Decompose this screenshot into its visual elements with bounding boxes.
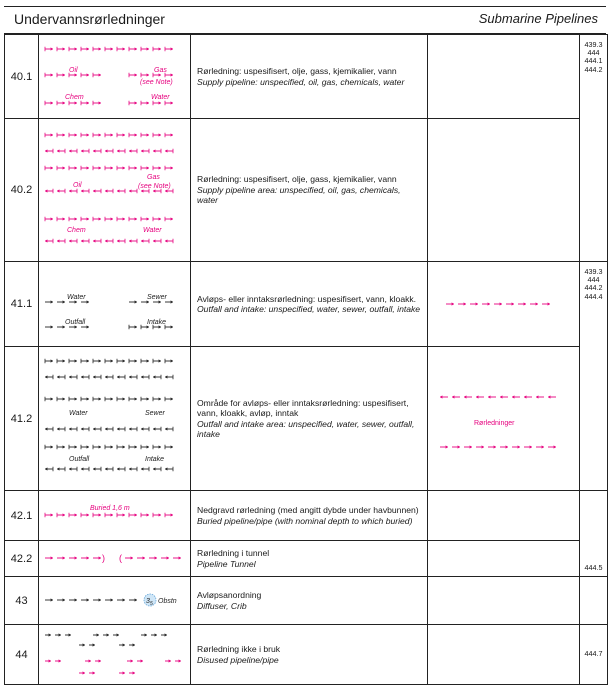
pipeline-line bbox=[45, 513, 173, 517]
pipeline-line bbox=[45, 598, 137, 601]
symbol-cell bbox=[39, 577, 191, 625]
description-norwegian: Område for avløps- eller inntaksrørledning: uspesifisert, vann, kloakk, avløp, inntak bbox=[197, 397, 409, 418]
symbol-cell bbox=[39, 119, 191, 262]
pipeline-tunnel-symbol bbox=[39, 541, 190, 576]
outfall-intake-area-symbol bbox=[39, 347, 190, 490]
label-gas: Gas bbox=[147, 174, 160, 181]
pipeline-line bbox=[45, 467, 173, 471]
row-number: 40.1 bbox=[5, 35, 39, 119]
symbol-cell bbox=[39, 541, 191, 577]
label-depth: 3 bbox=[146, 598, 150, 605]
pipeline-line bbox=[45, 217, 173, 221]
pipeline-line bbox=[45, 133, 173, 137]
description-norwegian: Avløps- eller inntaksrørledning: uspesifisert, vann, kloakk. bbox=[197, 293, 417, 304]
reference-cell bbox=[580, 625, 608, 685]
pipeline-line bbox=[45, 359, 173, 363]
label-outfall: Outfall bbox=[69, 456, 90, 463]
pipeline-line bbox=[440, 395, 556, 398]
description-cell bbox=[191, 577, 428, 625]
disused-pipeline-line bbox=[79, 671, 135, 674]
description-cell bbox=[191, 347, 428, 491]
row-number: 43 bbox=[5, 577, 39, 625]
reference-item: 439.3 bbox=[584, 267, 603, 276]
outfall-intake-symbol bbox=[39, 262, 190, 346]
alternative-symbol-cell bbox=[428, 491, 580, 541]
label-sewer: Sewer bbox=[147, 294, 167, 301]
alternative-symbol-cell bbox=[428, 35, 580, 119]
table-row bbox=[5, 262, 608, 347]
label-intake: Intake bbox=[145, 456, 165, 463]
reference-cell bbox=[580, 262, 608, 491]
reference-item: 444.2 bbox=[584, 283, 603, 293]
description-english: Disused pipeline/pipe bbox=[197, 654, 279, 665]
pipeline-line bbox=[45, 101, 101, 105]
diffuser-crib-symbol bbox=[39, 577, 190, 624]
symbol-cell bbox=[39, 491, 191, 541]
description-norwegian: Rørledning i tunnel bbox=[197, 548, 270, 558]
pipeline-line bbox=[45, 47, 173, 51]
description-norwegian: Nedgravd rørledning (med angitt dybde under havbunnen) bbox=[197, 505, 419, 515]
pipeline-line bbox=[125, 556, 181, 559]
reference-item: 444.7 bbox=[584, 649, 603, 659]
label-pipelines: Rørledninger bbox=[474, 420, 515, 427]
pipeline-line bbox=[45, 239, 173, 243]
label-see-note: (see Note) bbox=[140, 79, 173, 86]
table-row bbox=[5, 119, 608, 262]
disused-pipeline-line bbox=[45, 659, 181, 662]
pipeline-line bbox=[45, 166, 173, 170]
description-norwegian: Rørledning: uspesifisert, olje, gass, kjemikalier, vann bbox=[197, 66, 397, 76]
label-obstn: Obstn bbox=[158, 598, 177, 605]
description-english: Buried pipeline/pipe (with nominal depth to which buried) bbox=[197, 515, 413, 526]
reference-item: 444.1 bbox=[584, 56, 603, 66]
label-outfall: Outfall bbox=[65, 319, 86, 326]
description-cell bbox=[191, 262, 428, 347]
description-cell bbox=[191, 35, 428, 119]
supply-pipeline-area-symbol bbox=[39, 119, 190, 261]
svg-text:(: ( bbox=[119, 553, 122, 563]
section-header bbox=[4, 6, 606, 34]
description-english: Pipeline Tunnel bbox=[197, 558, 256, 569]
label-water: Water bbox=[143, 227, 162, 234]
description-norwegian: Avløpsanordning bbox=[197, 590, 262, 600]
description-english: Outfall and intake area: unspecified, water, sewer, outfall, intake bbox=[197, 418, 415, 439]
reference-item: 444.2 bbox=[584, 64, 603, 74]
description-english: Outfall and intake: unspecified, water, sewer, outfall, intake bbox=[197, 304, 421, 314]
label-gas: Gas bbox=[154, 67, 167, 74]
row-number: 44 bbox=[5, 625, 39, 685]
label-water: Water bbox=[151, 94, 170, 101]
supply-pipeline-symbol bbox=[39, 35, 190, 118]
outfall-alt-symbol bbox=[428, 262, 579, 346]
label-water: Water bbox=[67, 294, 86, 301]
label-sewer: Sewer bbox=[145, 410, 165, 417]
pipeline-line bbox=[45, 427, 173, 431]
row-number: 41.1 bbox=[5, 262, 39, 347]
label-water: Water bbox=[69, 410, 88, 417]
row-number: 40.2 bbox=[5, 119, 39, 262]
alternative-symbol-cell bbox=[428, 119, 580, 262]
row-number: 42.2 bbox=[5, 541, 39, 577]
pipeline-line bbox=[446, 302, 550, 305]
disused-pipeline-line bbox=[45, 633, 167, 636]
pipeline-line bbox=[440, 445, 556, 448]
reference-cell bbox=[580, 35, 608, 262]
section-title-english: Submarine Pipelines bbox=[478, 11, 598, 26]
table-row bbox=[5, 577, 608, 625]
row-number: 42.1 bbox=[5, 491, 39, 541]
reference-cell bbox=[580, 577, 608, 625]
alternative-symbol-cell bbox=[428, 625, 580, 685]
table-row bbox=[5, 491, 608, 541]
symbol-cell bbox=[39, 262, 191, 347]
label-buried-depth: Buried 1,6 m bbox=[90, 505, 130, 512]
description-english: Supply pipeline: unspecified, oil, gas, chemicals, water bbox=[197, 76, 405, 87]
description-norwegian: Rørledning ikke i bruk bbox=[197, 644, 281, 654]
description-english: Supply pipeline area: unspecified, oil, gas, chemicals, water bbox=[197, 184, 401, 206]
svg-text:): ) bbox=[102, 553, 105, 563]
alternative-symbol-cell bbox=[428, 577, 580, 625]
row-number: 41.2 bbox=[5, 347, 39, 491]
label-see-note: (see Note) bbox=[138, 183, 171, 190]
table-row bbox=[5, 625, 608, 685]
reference-item: 439.3 bbox=[584, 40, 603, 49]
pipeline-line bbox=[45, 149, 173, 153]
outfall-area-alt-symbol bbox=[428, 347, 579, 490]
disused-pipeline-line bbox=[79, 643, 135, 646]
alternative-symbol-cell bbox=[428, 262, 580, 347]
pipeline-line bbox=[45, 445, 173, 449]
label-intake: Intake bbox=[147, 319, 167, 326]
alternative-symbol-cell bbox=[428, 541, 580, 577]
table-row bbox=[5, 347, 608, 491]
reference-item: 444 bbox=[587, 275, 600, 285]
pipeline-line bbox=[45, 397, 173, 401]
section-title-norwegian: Undervannsrørledninger bbox=[14, 11, 165, 27]
description-cell bbox=[191, 119, 428, 262]
description-cell bbox=[191, 541, 428, 577]
description-cell bbox=[191, 491, 428, 541]
symbol-cell bbox=[39, 35, 191, 119]
description-cell bbox=[191, 625, 428, 685]
table-row bbox=[5, 35, 608, 119]
symbol-cell bbox=[39, 347, 191, 491]
label-depth-sub: 5 bbox=[150, 601, 153, 607]
table-row bbox=[5, 541, 608, 577]
pipeline-line bbox=[45, 556, 101, 559]
reference-item: 444.4 bbox=[584, 291, 603, 301]
label-chem: Chem bbox=[65, 94, 84, 101]
label-oil: Oil bbox=[69, 67, 78, 74]
pipeline-line bbox=[45, 375, 173, 379]
description-norwegian: Rørledning: uspesifisert, olje, gass, kjemikalier, vann bbox=[197, 174, 397, 185]
reference-item: 444.5 bbox=[584, 562, 603, 572]
symbols-table bbox=[4, 34, 608, 685]
pipeline-line bbox=[129, 101, 173, 105]
buried-pipeline-symbol bbox=[39, 491, 190, 540]
description-english: Diffuser, Crib bbox=[197, 600, 247, 611]
label-oil: Oil bbox=[73, 182, 82, 189]
label-chem: Chem bbox=[67, 227, 86, 234]
symbol-cell bbox=[39, 625, 191, 685]
alternative-symbol-cell bbox=[428, 347, 580, 491]
disused-pipeline-symbol bbox=[39, 625, 190, 684]
reference-item: 444 bbox=[587, 48, 600, 58]
reference-cell bbox=[580, 491, 608, 577]
